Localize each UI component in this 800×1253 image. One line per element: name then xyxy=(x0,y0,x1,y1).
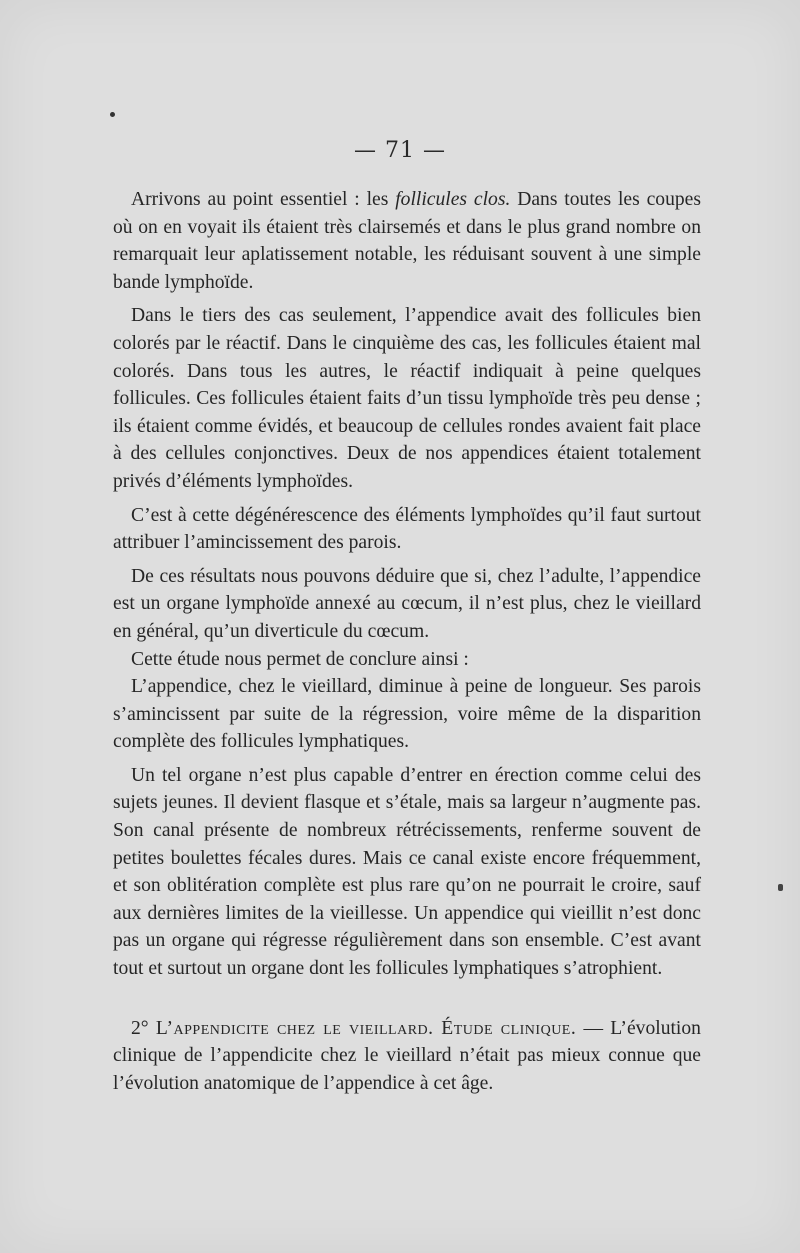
section-heading: L’appendicite chez le vieillard. Étude clinique. xyxy=(155,1017,577,1039)
section-number: 2° xyxy=(131,1017,149,1039)
ink-speck xyxy=(110,112,115,117)
page-number: — 71 — xyxy=(354,138,446,163)
section-appendicite xyxy=(113,1015,701,1098)
paragraph-text: Arrivons au point essentiel : les xyxy=(131,189,396,210)
paragraph-degenerescence: C’est à cette dégénérescence des éléments lymphoïdes qu’il faut surtout attribuer l’amincissement des parois. xyxy=(113,504,701,554)
paragraph-appendice-vieillard: L’appendice, chez le vieillard, diminue à peine de longueur. Ses parois s’amincissent par suite de la régression, voire même de la disparition complète des follicules lymphatiques. xyxy=(113,676,701,753)
paragraph-text: Dans toutes les coupes où on en voyait ils étaient très clairsemés et dans le plus grand nombre on remarquait leur aplatissement notable, les réduisant souvent à une simple bande lymphoïde. xyxy=(113,189,701,293)
paragraph-tiers-des-cas: Dans le tiers des cas seulement, l’appendice avait des follicules bien colorés par le réactif. Dans le cinquième des cas, les follicules étaient mal colorés. Dans tous les autres, le réactif indiquait à peine quelques follicules. Ces follicules étaient faits d’un tissu lymphoïde très peu dense ; ils étaient comme évidés, et beaucoup de cellules rondes avaient fait place à des cellules conjonctives. Deux de nos appendices étaient totalement privés d’éléments lymphoïdes. xyxy=(113,305,701,492)
margin-mark xyxy=(778,884,783,891)
section-text: L’évolution clinique de l’appendicite chez le vieillard n’était pas mieux connue que l’évolution anatomique de l’appendice à cet âge. xyxy=(113,1017,701,1094)
italic-term: follicules clos. xyxy=(395,189,511,210)
body-text xyxy=(113,186,701,1103)
paragraph-follicules xyxy=(113,186,701,296)
paragraph-resultats: De ces résultats nous pouvons déduire que si, chez l’adulte, l’appendice est un organe lymphoïde annexé au cœcum, il n’est plus, chez le vieillard en général, qu’un diverticule du cœcum. xyxy=(113,565,701,642)
section-dash: — xyxy=(583,1017,604,1039)
paragraph-conclure: Cette étude nous permet de conclure ainsi : xyxy=(131,648,469,670)
paragraph-organe: Un tel organe n’est plus capable d’entrer en érection comme celui des sujets jeunes. Il devient flasque et s’étale, mais sa largeur n’augmente pas. Son canal présente de nombreux rétrécissements, renferme souvent de petites boulettes fécales dures. Mais ce canal existe encore fréquemment, et son oblitération complète est plus rare qu’on ne pourrait le croire, sauf aux dernières limites de la vieillesse. Un appendice qui vieillit n’est donc pas un organe qui régresse régulièrement dans son ensemble. C’est avant tout et surtout un organe dont les follicules lymphatiques s’atrophient. xyxy=(113,764,701,980)
